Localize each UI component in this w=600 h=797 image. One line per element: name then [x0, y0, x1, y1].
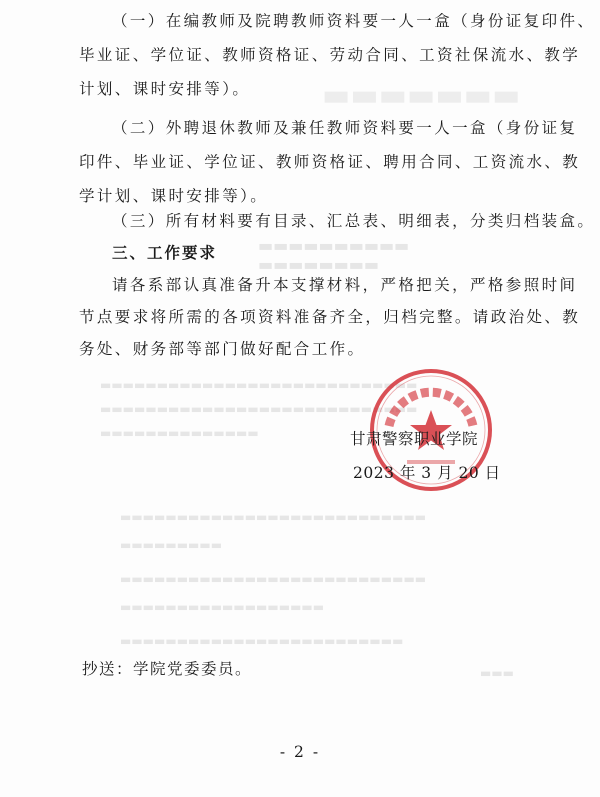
paragraph-4-line-3: 务处、财务部等部门做好配合工作。	[79, 340, 366, 358]
cc-line: 抄送：学院党委委员。	[82, 660, 253, 678]
paragraph-4-line-2: 节点要求将所需的各项资料准备齐全，归档完整。请政治处、教	[79, 308, 581, 326]
section-heading-work-requirements: 三、工作要求	[112, 244, 218, 262]
signing-date: 2023 年 3 月 20 日	[353, 464, 501, 482]
paragraph-4-line-1: 请各系部认真准备升本支撑材料，严格把关，严格参照时间	[112, 276, 578, 294]
paragraph-3-line-1: （三）所有材料要有目录、汇总表、明细表，分类归档装盒。	[112, 212, 596, 230]
paragraph-2-line-2: 印件、毕业证、学位证、教师资格证、聘用合同、工资流水、教	[79, 153, 581, 171]
paragraph-2-line-3: 学计划、课时安排等）。	[79, 187, 269, 205]
paragraph-1-line-3: 计划、课时安排等）。	[79, 80, 251, 98]
paragraph-1-line-1: （一）在编教师及院聘教师资料要一人一盒（身份证复印件、	[112, 12, 596, 30]
paragraph-2-line-1: （二）外聘退休教师及兼任教师资料要一人一盒（身份证复	[112, 119, 578, 137]
bleed-through-texture: ▬▬▬▬▬▬▬ ▬▬▬▬▬▬▬▬▬▬ ▬▬▬▬▬▬▬▬ ▬▬▬▬▬▬▬▬▬▬▬▬▬▬▬▬▬▬▬▬▬▬▬▬▬▬▬▬ ▬▬▬▬▬▬▬▬▬▬▬▬▬▬▬▬▬▬▬▬▬▬▬▬▬▬▬▬ ▬▬▬▬▬▬▬▬▬▬▬▬▬▬ ▬▬▬▬▬▬▬▬▬▬▬▬▬▬▬▬▬▬▬▬▬▬▬▬▬▬▬ ▬▬▬▬▬▬▬▬▬ ▬▬▬▬▬▬▬▬▬▬▬▬▬▬▬▬▬▬▬▬▬▬▬▬▬▬▬ ▬▬▬▬▬▬▬▬▬▬▬▬▬▬▬▬▬▬ ▬▬▬▬▬▬▬▬▬▬▬▬▬▬▬▬▬▬▬▬▬▬▬▬▬ ▬▬▬	[100, 78, 521, 680]
paragraph-1-line-2: 毕业证、学位证、教师资格证、劳动合同、工资社保流水、教学	[79, 46, 581, 64]
signing-organization: 甘肃警察职业学院	[350, 430, 479, 448]
page-number: - 2 -	[279, 743, 321, 761]
